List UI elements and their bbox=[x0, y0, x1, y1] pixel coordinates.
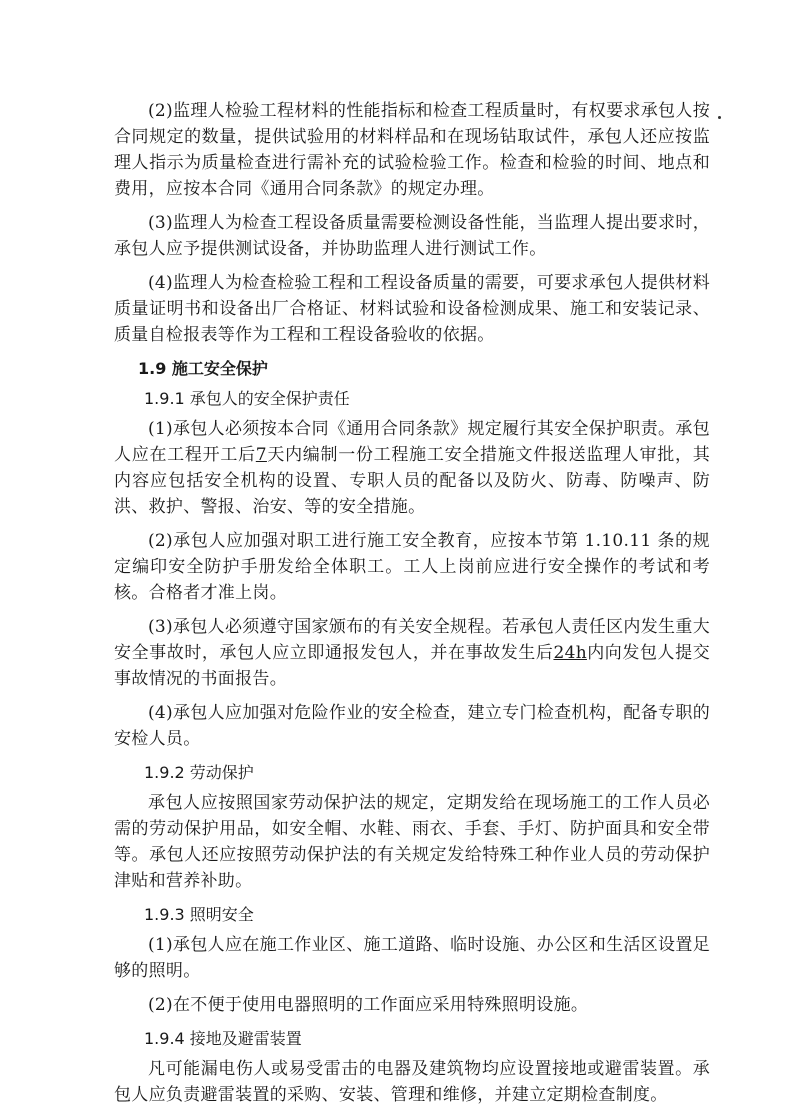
paragraph-grounding: 凡可能漏电伤人或易受雷击的电器及建筑物均应设置接地或避雷装置。承包人应负责避雷装置的采购、安装、管理和维修，并建立定期检查制度。 bbox=[114, 1059, 710, 1105]
text-segment: (3)承包人必须遵守国家颁布的有关安全规程。若承包人责任区内发生重大安全事故时，承包人应立即通报发包人，并在事故发生后 bbox=[114, 617, 710, 663]
paragraph-equipment-testing: (3)监理人为检查工程设备质量需要检测设备性能，当监理人提出要求时，承包人应予提供测试设备，并协助监理人进行测试工作。 bbox=[114, 213, 710, 259]
subsection-heading-1-9-3: 1.9.3 照明安全 bbox=[144, 905, 254, 924]
paragraph-material-inspection: (2)监理人检验工程材料的性能指标和检查工程质量时，有权要求承包人按合同规定的数量，提供试验用的材料样品和在现场钻取试件，承包人还应按监理人指示为质量检查进行需补充的试验检验工作。检查和检验的时间、地点和费用，应按本合同《通用合同条款》的规定办理。 bbox=[114, 101, 710, 199]
subsection-heading-1-9-4: 1.9.4 接地及避雷装置 bbox=[144, 1029, 302, 1048]
paragraph-acceptance-basis: (4)监理人为检查检验工程和工程设备质量的需要，可要求承包人提供材料质量证明书和设备出厂合格证、材料试验和设备检测成果、施工和安装记录、质量自检报表等作为工程和工程设备验收的依据。 bbox=[114, 273, 710, 345]
paragraph-labor-protection: 承包人应按照国家劳动保护法的规定，定期发给在现场施工的工作人员必需的劳动保护用品，如安全帽、水鞋、雨衣、手套、手灯、防护面具和安全带等。承包人还应按照劳动保护法的有关规定发给特殊工种作业人员的劳动保护津贴和营养补助。 bbox=[114, 793, 710, 891]
paragraph-accident-report bbox=[114, 614, 710, 692]
subsection-heading-1-9-1: 1.9.1 承包人的安全保护责任 bbox=[144, 389, 350, 408]
paragraph-hazard-inspection: (4)承包人应加强对危险作业的安全检查，建立专门检查机构，配备专职的安检人员。 bbox=[114, 703, 710, 749]
paragraph-lighting-1: (1)承包人应在施工作业区、施工道路、临时设施、办公区和生活区设置足够的照明。 bbox=[114, 935, 710, 981]
text-segment: 内向发包人提交事故情况的书面报告。 bbox=[114, 643, 711, 689]
days-value: 7 bbox=[255, 445, 267, 465]
section-heading-1-9: 1.9 施工安全保护 bbox=[138, 359, 268, 378]
paragraph-safety-education: (2)承包人应加强对职工进行施工安全教育，应按本节第 1.10.11 条的规定编印安全防护手册发给全体职工。工人上岗前应进行安全操作的考试和考核。合格者才准上岗。 bbox=[114, 531, 710, 603]
paragraph-safety-duties bbox=[114, 416, 710, 520]
text-segment: (1)承包人必须按本合同《通用合同条款》规定履行其安全保护职责。承包人应在工程开工后 bbox=[114, 419, 710, 465]
text-segment: 天内编制一份工程施工安全措施文件报送监理人审批，其内容应包括安全机构的设置、专职人员的配备以及防火、防毒、防噪声、防洪、救护、警报、治安、等的安全措施。 bbox=[114, 445, 711, 517]
subsection-heading-1-9-2: 1.9.2 劳动保护 bbox=[144, 763, 254, 782]
scan-speck bbox=[718, 116, 721, 119]
hours-value: 24h bbox=[553, 643, 587, 663]
paragraph-lighting-2: (2)在不便于使用电器照明的工作面应采用特殊照明设施。 bbox=[148, 995, 589, 1015]
